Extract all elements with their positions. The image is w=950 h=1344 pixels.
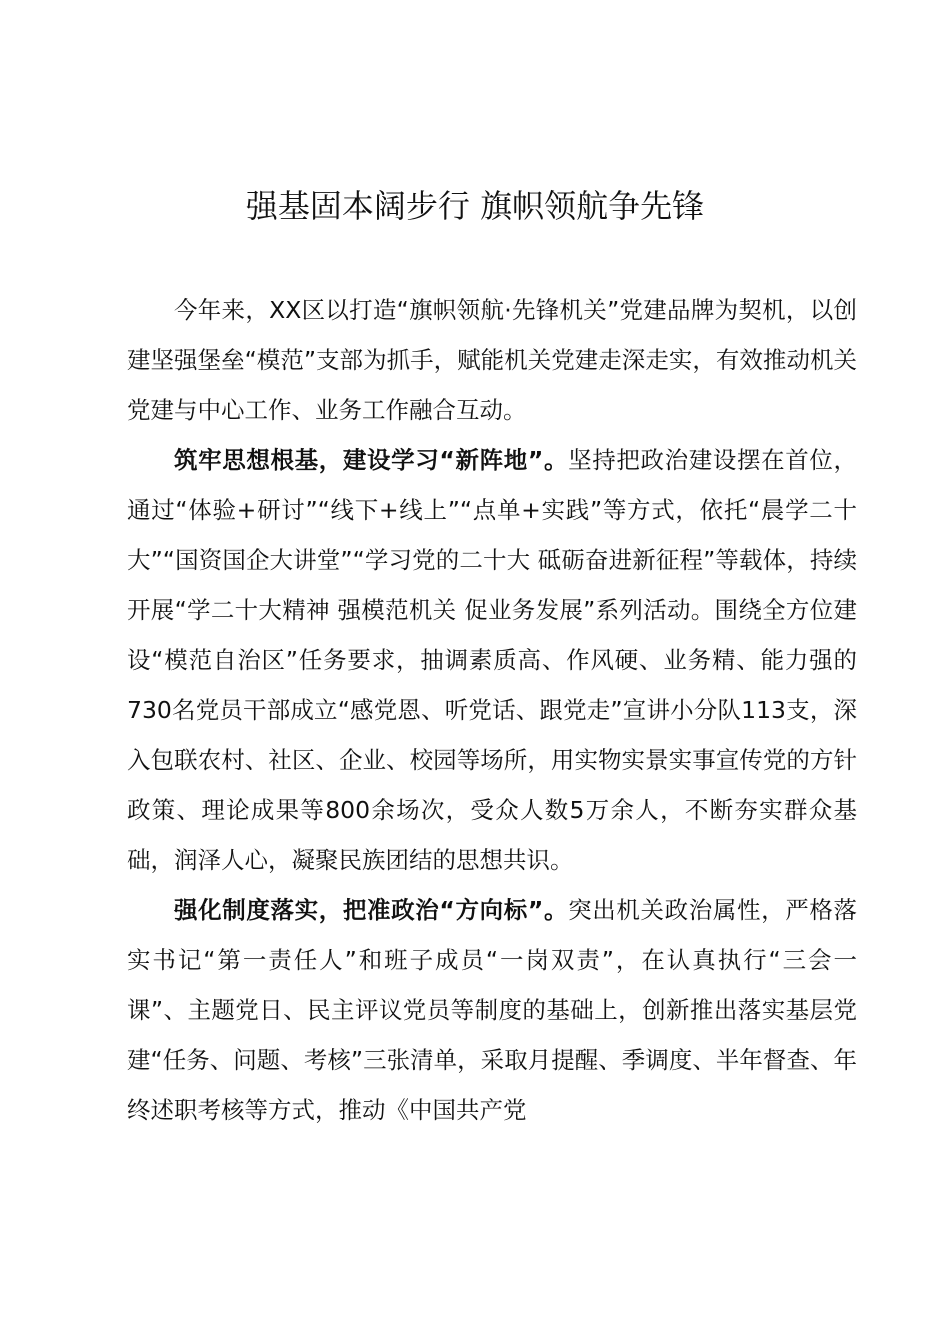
section-1-lead: 筑牢思想根基，建设学习“新阵地”。: [174, 446, 569, 474]
section-2-text: 突出机关政治属性，严格落实书记“第一责任人”和班子成员“一岗双责”，在认真执行“三会一课”、主题党日、民主评议党员等制度的基础上，创新推出落实基层党建“任务、问题、考核”三张清单，采取月提醒、季调度、半年督查、年终述职考核等方式，推动《中国共产党: [127, 896, 858, 1124]
section-1-text: 坚持把政治建设摆在首位，通过“体验+研讨”“线下+线上”“点单+实践”等方式，依托“晨学二十大”“国资国企大讲堂”“学习党的二十大 砥砺奋进新征程”等载体，持续开展“学二十大精神 强模范机关 促业务发展”系列活动。围绕全方位建设“模范自治区”任务要求，抽调素质高、作风硬、业务精、能力强的730名党员干部成立“感党恩、听党话、跟党走”宣讲小分队113支，深入包联农村、社区、企业、校园等场所，用实物实景实事宣传党的方针政策、理论成果等800余场次，受众人数5万余人，不断夯实群众基础，润泽人心，凝聚民族团结的思想共识。: [127, 446, 858, 874]
document-body: [127, 285, 857, 1135]
document-title: 强基固本阔步行 旗帜领航争先锋: [245, 187, 705, 225]
section-paragraph-1: [127, 435, 857, 885]
section-2-lead: 强化制度落实，把准政治“方向标”。: [174, 896, 569, 924]
section-paragraph-2: [127, 885, 857, 1135]
intro-paragraph: 今年来，XX区以打造“旗帜领航·先锋机关”党建品牌为契机，以创建坚强堡垒“模范”支部为抓手，赋能机关党建走深走实，有效推动机关党建与中心工作、业务工作融合互动。: [127, 296, 857, 424]
